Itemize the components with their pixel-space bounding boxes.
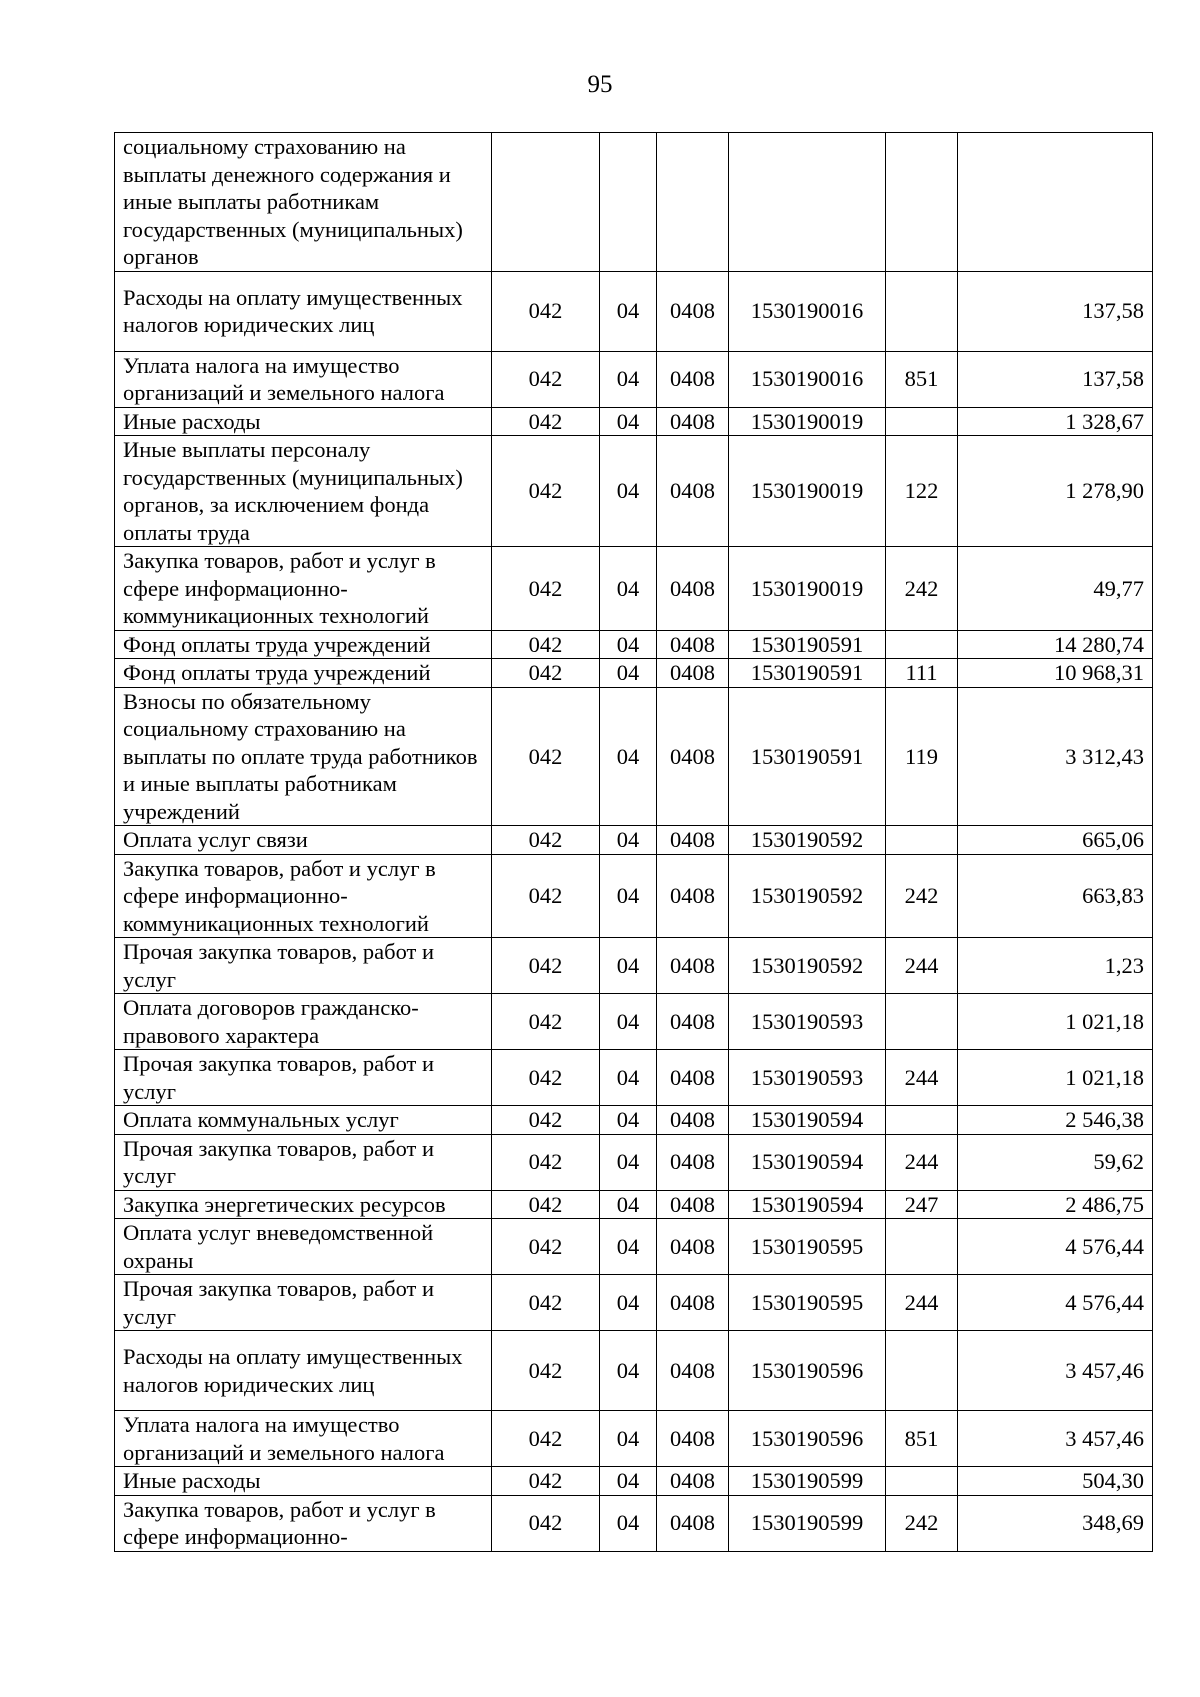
expense-name-cell: Закупка товаров, работ и услуг в сфере информационно-	[115, 1495, 492, 1551]
grbs-code-cell: 042	[492, 630, 600, 659]
section-code-cell: 04	[600, 1467, 657, 1496]
expense-name-cell: Закупка энергетических ресурсов	[115, 1190, 492, 1219]
section-code-cell: 04	[600, 1106, 657, 1135]
expense-type-code-cell: 244	[886, 1050, 958, 1106]
grbs-code-cell: 042	[492, 1050, 600, 1106]
section-code-cell: 04	[600, 854, 657, 938]
subsection-code-cell: 0408	[657, 436, 729, 547]
grbs-code-cell: 042	[492, 1106, 600, 1135]
amount-cell	[958, 133, 1153, 272]
section-code-cell: 04	[600, 630, 657, 659]
amount-cell: 1 328,67	[958, 407, 1153, 436]
table-row	[115, 1467, 1153, 1496]
table-row	[115, 1134, 1153, 1190]
expense-type-code-cell: 119	[886, 687, 958, 826]
grbs-code-cell: 042	[492, 938, 600, 994]
table-row	[115, 133, 1153, 272]
subsection-code-cell: 0408	[657, 1275, 729, 1331]
expense-name-cell: Фонд оплаты труда учреждений	[115, 659, 492, 688]
section-code-cell: 04	[600, 687, 657, 826]
section-code-cell: 04	[600, 1411, 657, 1467]
table-row	[115, 826, 1153, 855]
expense-type-code-cell: 242	[886, 547, 958, 631]
target-article-code-cell: 1530190599	[729, 1495, 886, 1551]
amount-cell: 4 576,44	[958, 1275, 1153, 1331]
expense-name-cell: социальному страхованию на выплаты денежного содержания и иные выплаты работникам государственных (муниципальных) органов	[115, 133, 492, 272]
target-article-code-cell: 1530190594	[729, 1190, 886, 1219]
section-code-cell: 04	[600, 1495, 657, 1551]
amount-cell: 3 457,46	[958, 1411, 1153, 1467]
target-article-code-cell: 1530190591	[729, 687, 886, 826]
subsection-code-cell: 0408	[657, 1190, 729, 1219]
grbs-code-cell: 042	[492, 1134, 600, 1190]
target-article-code-cell: 1530190596	[729, 1411, 886, 1467]
subsection-code-cell: 0408	[657, 1134, 729, 1190]
subsection-code-cell: 0408	[657, 1411, 729, 1467]
amount-cell: 49,77	[958, 547, 1153, 631]
expense-type-code-cell: 242	[886, 854, 958, 938]
grbs-code-cell: 042	[492, 1331, 600, 1411]
expense-name-cell: Оплата коммунальных услуг	[115, 1106, 492, 1135]
target-article-code-cell: 1530190593	[729, 994, 886, 1050]
target-article-code-cell: 1530190019	[729, 436, 886, 547]
table-row	[115, 547, 1153, 631]
expense-type-code-cell	[886, 630, 958, 659]
table-row	[115, 1190, 1153, 1219]
subsection-code-cell: 0408	[657, 1106, 729, 1135]
amount-cell: 1 021,18	[958, 1050, 1153, 1106]
target-article-code-cell: 1530190599	[729, 1467, 886, 1496]
table-row	[115, 854, 1153, 938]
grbs-code-cell: 042	[492, 1411, 600, 1467]
table-row	[115, 938, 1153, 994]
section-code-cell: 04	[600, 1190, 657, 1219]
target-article-code-cell: 1530190595	[729, 1275, 886, 1331]
expense-name-cell: Иные выплаты персоналу государственных (муниципальных) органов, за исключением фонда оплаты труда	[115, 436, 492, 547]
amount-cell: 3 457,46	[958, 1331, 1153, 1411]
amount-cell: 14 280,74	[958, 630, 1153, 659]
expense-name-cell: Расходы на оплату имущественных налогов юридических лиц	[115, 271, 492, 351]
expense-name-cell: Оплата услуг вневедомственной охраны	[115, 1219, 492, 1275]
amount-cell: 59,62	[958, 1134, 1153, 1190]
table-row	[115, 1050, 1153, 1106]
expense-type-code-cell: 247	[886, 1190, 958, 1219]
table-row	[115, 351, 1153, 407]
subsection-code-cell: 0408	[657, 1219, 729, 1275]
grbs-code-cell: 042	[492, 687, 600, 826]
expense-name-cell: Уплата налога на имущество организаций и земельного налога	[115, 1411, 492, 1467]
target-article-code-cell: 1530190592	[729, 938, 886, 994]
table-row	[115, 407, 1153, 436]
amount-cell: 663,83	[958, 854, 1153, 938]
expense-type-code-cell: 244	[886, 1134, 958, 1190]
target-article-code-cell: 1530190592	[729, 826, 886, 855]
target-article-code-cell: 1530190595	[729, 1219, 886, 1275]
expense-type-code-cell: 851	[886, 351, 958, 407]
amount-cell: 3 312,43	[958, 687, 1153, 826]
target-article-code-cell: 1530190019	[729, 407, 886, 436]
table-row	[115, 659, 1153, 688]
subsection-code-cell: 0408	[657, 351, 729, 407]
target-article-code-cell: 1530190592	[729, 854, 886, 938]
target-article-code-cell: 1530190591	[729, 659, 886, 688]
expense-name-cell: Оплата договоров гражданско-правового характера	[115, 994, 492, 1050]
target-article-code-cell: 1530190016	[729, 271, 886, 351]
section-code-cell: 04	[600, 407, 657, 436]
table-row	[115, 271, 1153, 351]
subsection-code-cell: 0408	[657, 1331, 729, 1411]
section-code-cell: 04	[600, 1331, 657, 1411]
amount-cell: 4 576,44	[958, 1219, 1153, 1275]
table-row	[115, 436, 1153, 547]
table-row	[115, 630, 1153, 659]
subsection-code-cell: 0408	[657, 407, 729, 436]
expense-type-code-cell	[886, 826, 958, 855]
expense-name-cell: Иные расходы	[115, 407, 492, 436]
section-code-cell: 04	[600, 826, 657, 855]
expense-name-cell: Фонд оплаты труда учреждений	[115, 630, 492, 659]
table-row	[115, 1331, 1153, 1411]
amount-cell: 137,58	[958, 351, 1153, 407]
target-article-code-cell: 1530190019	[729, 547, 886, 631]
amount-cell: 665,06	[958, 826, 1153, 855]
subsection-code-cell: 0408	[657, 994, 729, 1050]
expense-name-cell: Прочая закупка товаров, работ и услуг	[115, 1134, 492, 1190]
expense-name-cell: Уплата налога на имущество организаций и земельного налога	[115, 351, 492, 407]
expense-name-cell: Оплата услуг связи	[115, 826, 492, 855]
expense-name-cell: Закупка товаров, работ и услуг в сфере информационно-коммуникационных технологий	[115, 854, 492, 938]
table-row	[115, 1411, 1153, 1467]
expense-name-cell: Прочая закупка товаров, работ и услуг	[115, 1050, 492, 1106]
expense-name-cell: Иные расходы	[115, 1467, 492, 1496]
subsection-code-cell: 0408	[657, 659, 729, 688]
grbs-code-cell: 042	[492, 1219, 600, 1275]
subsection-code-cell: 0408	[657, 1467, 729, 1496]
amount-cell: 1,23	[958, 938, 1153, 994]
amount-cell: 1 021,18	[958, 994, 1153, 1050]
amount-cell: 504,30	[958, 1467, 1153, 1496]
expense-type-code-cell: 242	[886, 1495, 958, 1551]
amount-cell: 137,58	[958, 271, 1153, 351]
expense-type-code-cell: 244	[886, 1275, 958, 1331]
section-code-cell: 04	[600, 938, 657, 994]
expense-name-cell: Прочая закупка товаров, работ и услуг	[115, 938, 492, 994]
grbs-code-cell: 042	[492, 1467, 600, 1496]
expense-name-cell: Взносы по обязательному социальному страхованию на выплаты по оплате труда работников и иные выплаты работникам учреждений	[115, 687, 492, 826]
page-number: 95	[587, 71, 613, 98]
subsection-code-cell: 0408	[657, 1050, 729, 1106]
grbs-code-cell: 042	[492, 826, 600, 855]
expense-type-code-cell: 122	[886, 436, 958, 547]
amount-cell: 348,69	[958, 1495, 1153, 1551]
expense-type-code-cell: 851	[886, 1411, 958, 1467]
target-article-code-cell: 1530190594	[729, 1106, 886, 1135]
grbs-code-cell: 042	[492, 547, 600, 631]
expense-type-code-cell	[886, 1331, 958, 1411]
section-code-cell	[600, 133, 657, 272]
expense-type-code-cell	[886, 133, 958, 272]
amount-cell: 10 968,31	[958, 659, 1153, 688]
section-code-cell: 04	[600, 994, 657, 1050]
grbs-code-cell	[492, 133, 600, 272]
grbs-code-cell: 042	[492, 407, 600, 436]
expense-type-code-cell	[886, 407, 958, 436]
amount-cell: 2 546,38	[958, 1106, 1153, 1135]
expense-name-cell: Прочая закупка товаров, работ и услуг	[115, 1275, 492, 1331]
subsection-code-cell	[657, 133, 729, 272]
target-article-code-cell: 1530190016	[729, 351, 886, 407]
subsection-code-cell: 0408	[657, 687, 729, 826]
grbs-code-cell: 042	[492, 854, 600, 938]
subsection-code-cell: 0408	[657, 271, 729, 351]
table-row	[115, 1495, 1153, 1551]
grbs-code-cell: 042	[492, 1495, 600, 1551]
table-row	[115, 1275, 1153, 1331]
target-article-code-cell: 1530190594	[729, 1134, 886, 1190]
subsection-code-cell: 0408	[657, 826, 729, 855]
table-row	[115, 1106, 1153, 1135]
table-body	[115, 133, 1153, 1552]
grbs-code-cell: 042	[492, 1275, 600, 1331]
table-row	[115, 1219, 1153, 1275]
expense-type-code-cell	[886, 1467, 958, 1496]
amount-cell: 1 278,90	[958, 436, 1153, 547]
expense-name-cell: Закупка товаров, работ и услуг в сфере информационно-коммуникационных технологий	[115, 547, 492, 631]
grbs-code-cell: 042	[492, 1190, 600, 1219]
section-code-cell: 04	[600, 1134, 657, 1190]
target-article-code-cell: 1530190596	[729, 1331, 886, 1411]
section-code-cell: 04	[600, 436, 657, 547]
subsection-code-cell: 0408	[657, 938, 729, 994]
expense-type-code-cell: 244	[886, 938, 958, 994]
section-code-cell: 04	[600, 1275, 657, 1331]
grbs-code-cell: 042	[492, 436, 600, 547]
expense-name-cell: Расходы на оплату имущественных налогов юридических лиц	[115, 1331, 492, 1411]
section-code-cell: 04	[600, 1050, 657, 1106]
table-row	[115, 687, 1153, 826]
subsection-code-cell: 0408	[657, 854, 729, 938]
grbs-code-cell: 042	[492, 994, 600, 1050]
grbs-code-cell: 042	[492, 271, 600, 351]
budget-table	[114, 132, 1153, 1552]
subsection-code-cell: 0408	[657, 630, 729, 659]
subsection-code-cell: 0408	[657, 1495, 729, 1551]
amount-cell: 2 486,75	[958, 1190, 1153, 1219]
expense-type-code-cell	[886, 1219, 958, 1275]
section-code-cell: 04	[600, 659, 657, 688]
section-code-cell: 04	[600, 271, 657, 351]
expense-type-code-cell	[886, 271, 958, 351]
section-code-cell: 04	[600, 547, 657, 631]
grbs-code-cell: 042	[492, 351, 600, 407]
target-article-code-cell: 1530190591	[729, 630, 886, 659]
target-article-code-cell	[729, 133, 886, 272]
grbs-code-cell: 042	[492, 659, 600, 688]
section-code-cell: 04	[600, 351, 657, 407]
expense-type-code-cell: 111	[886, 659, 958, 688]
expense-type-code-cell	[886, 1106, 958, 1135]
subsection-code-cell: 0408	[657, 547, 729, 631]
table-row	[115, 994, 1153, 1050]
expense-type-code-cell	[886, 994, 958, 1050]
target-article-code-cell: 1530190593	[729, 1050, 886, 1106]
section-code-cell: 04	[600, 1219, 657, 1275]
